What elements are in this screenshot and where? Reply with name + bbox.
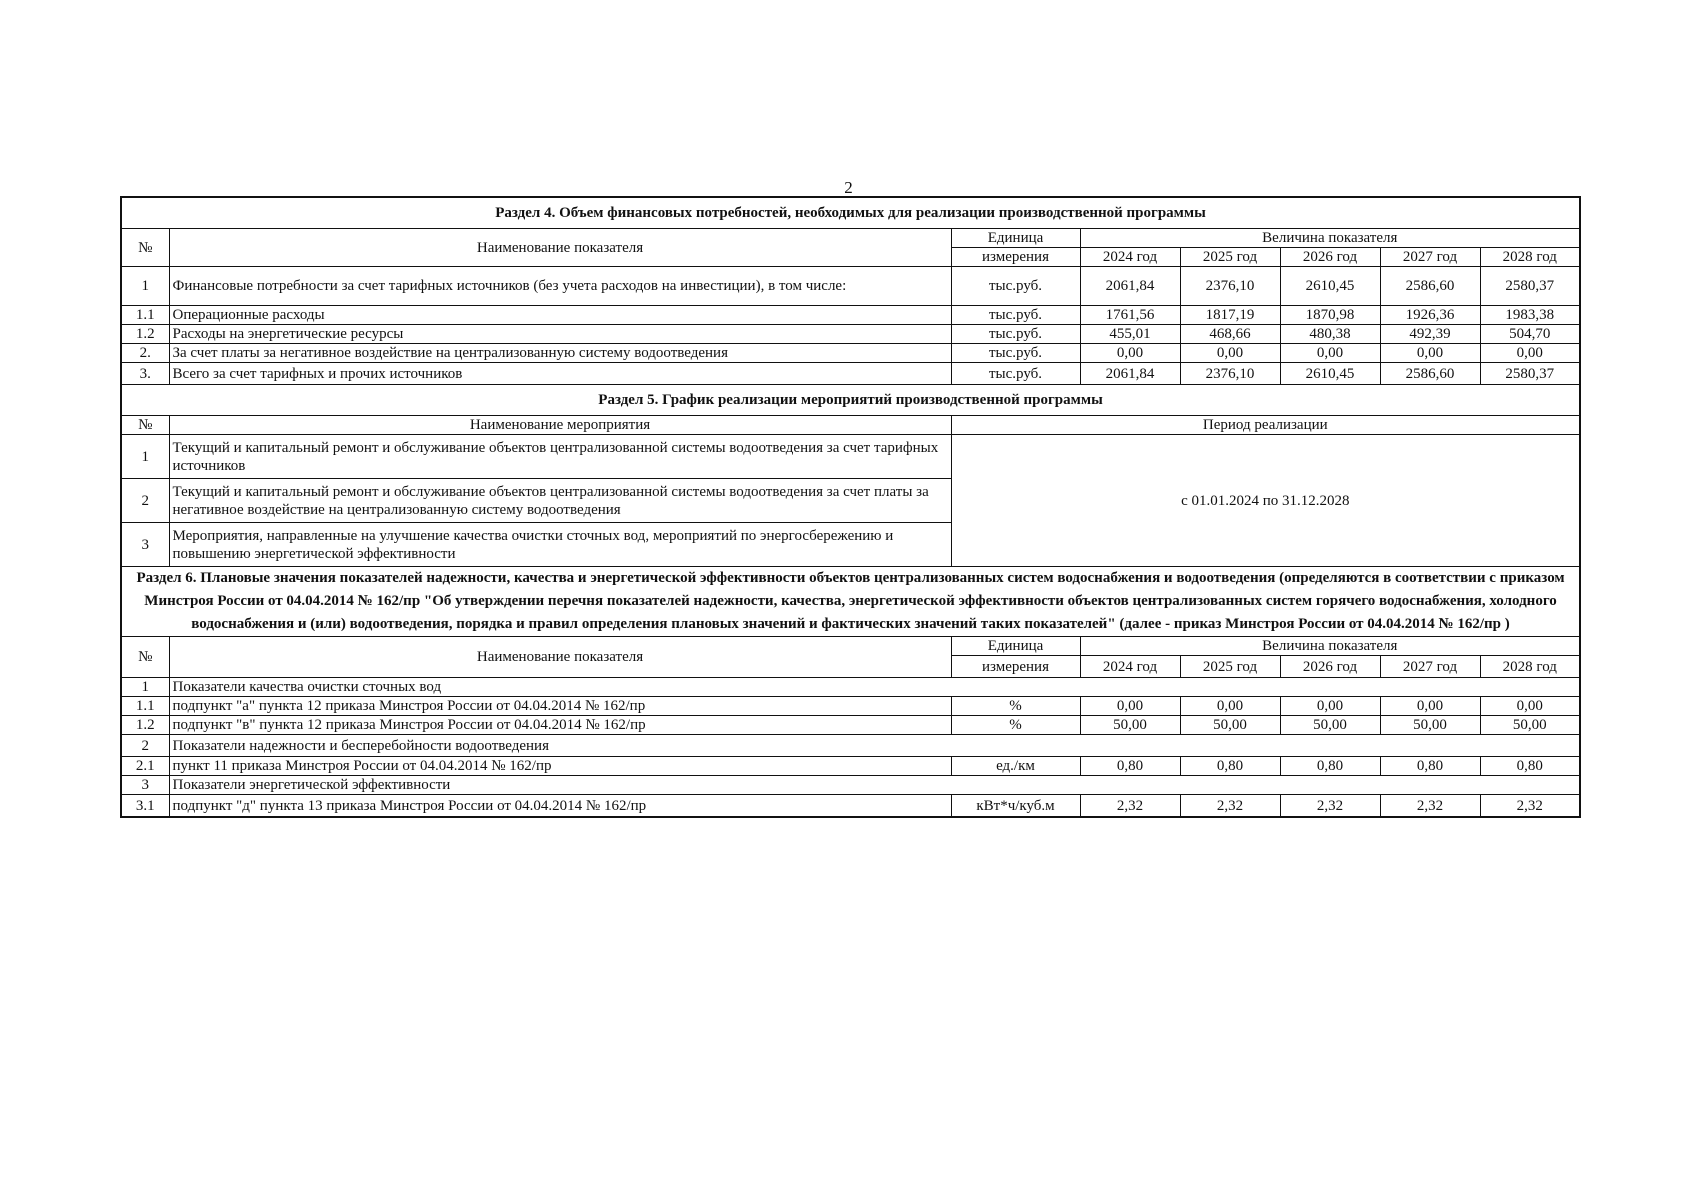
row-num: 1 [121, 435, 169, 479]
row-value: 504,70 [1480, 325, 1580, 344]
row-value: 2061,84 [1080, 267, 1180, 306]
row-value: 2610,45 [1280, 363, 1380, 385]
row-value: 0,00 [1380, 697, 1480, 716]
row-num: 2.1 [121, 757, 169, 776]
header-year: 2027 год [1380, 656, 1480, 678]
table-row [121, 716, 1580, 735]
table-row [121, 697, 1580, 716]
header-num: № [121, 416, 169, 435]
row-unit: % [951, 716, 1080, 735]
row-num: 1 [121, 267, 169, 306]
header-year: 2028 год [1480, 656, 1580, 678]
group-name: Показатели качества очистки сточных вод [169, 678, 1580, 697]
header-year: 2026 год [1280, 248, 1380, 267]
section5-title: Раздел 5. График реализации мероприятий производственной программы [121, 385, 1580, 416]
row-name: пункт 11 приказа Минстроя России от 04.04.2014 № 162/пр [169, 757, 951, 776]
row-value: 2,32 [1280, 795, 1380, 818]
row-name: Финансовые потребности за счет тарифных источников (без учета расходов на инвестиции), в том числе: [169, 267, 951, 306]
row-value: 0,80 [1080, 757, 1180, 776]
row-value: 492,39 [1380, 325, 1480, 344]
group-row [121, 776, 1580, 795]
row-num: 3. [121, 363, 169, 385]
row-value: 0,80 [1280, 757, 1380, 776]
row-value: 2376,10 [1180, 267, 1280, 306]
row-value: 1761,56 [1080, 306, 1180, 325]
row-value: 468,66 [1180, 325, 1280, 344]
table-row [121, 325, 1580, 344]
row-unit: тыс.руб. [951, 306, 1080, 325]
row-value: 2586,60 [1380, 267, 1480, 306]
table-row [121, 267, 1580, 306]
row-value: 2580,37 [1480, 267, 1580, 306]
row-value: 455,01 [1080, 325, 1180, 344]
table-row [121, 344, 1580, 363]
row-value: 0,00 [1280, 344, 1380, 363]
group-name: Показатели надежности и бесперебойности водоотведения [169, 735, 1580, 757]
table-row [121, 363, 1580, 385]
row-unit: тыс.руб. [951, 267, 1080, 306]
row-value: 2,32 [1180, 795, 1280, 818]
row-value: 1983,38 [1480, 306, 1580, 325]
row-value: 0,00 [1480, 344, 1580, 363]
table-row [121, 435, 1580, 479]
header-num: № [121, 637, 169, 678]
row-value: 1870,98 [1280, 306, 1380, 325]
row-value: 50,00 [1180, 716, 1280, 735]
header-value: Величина показателя [1080, 637, 1580, 656]
header-unit-line1: Единица [951, 637, 1080, 656]
header-year: 2026 год [1280, 656, 1380, 678]
row-num: 2 [121, 735, 169, 757]
table-row [121, 795, 1580, 818]
row-num: 2 [121, 479, 169, 523]
row-value: 1817,19 [1180, 306, 1280, 325]
row-unit: ед./км [951, 757, 1080, 776]
row-value: 50,00 [1280, 716, 1380, 735]
group-name: Показатели энергетической эффективности [169, 776, 1580, 795]
row-name: подпункт "в" пункта 12 приказа Минстроя России от 04.04.2014 № 162/пр [169, 716, 951, 735]
row-name: Расходы на энергетические ресурсы [169, 325, 951, 344]
row-value: 0,00 [1080, 344, 1180, 363]
header-year: 2024 год [1080, 248, 1180, 267]
header-unit-line2: измерения [951, 656, 1080, 678]
row-value: 1926,36 [1380, 306, 1480, 325]
header-year: 2028 год [1480, 248, 1580, 267]
row-value: 0,80 [1180, 757, 1280, 776]
header-name: Наименование показателя [169, 637, 951, 678]
row-value: 0,00 [1180, 344, 1280, 363]
row-value: 0,00 [1080, 697, 1180, 716]
row-num: 3.1 [121, 795, 169, 818]
row-unit: тыс.руб. [951, 325, 1080, 344]
row-num: 1.1 [121, 306, 169, 325]
row-value: 2,32 [1380, 795, 1480, 818]
row-value: 50,00 [1380, 716, 1480, 735]
row-value: 2,32 [1480, 795, 1580, 818]
row-num: 1.2 [121, 325, 169, 344]
group-row [121, 735, 1580, 757]
row-num: 3 [121, 523, 169, 567]
row-value: 2580,37 [1480, 363, 1580, 385]
group-row [121, 678, 1580, 697]
header-unit-line1: Единица [951, 229, 1080, 248]
row-value: 480,38 [1280, 325, 1380, 344]
period-value: с 01.01.2024 по 31.12.2028 [951, 435, 1580, 567]
header-num: № [121, 229, 169, 267]
row-name: подпункт "д" пункта 13 приказа Минстроя России от 04.04.2014 № 162/пр [169, 795, 951, 818]
header-period: Период реализации [951, 416, 1580, 435]
row-value: 2586,60 [1380, 363, 1480, 385]
row-name: Мероприятия, направленные на улучшение качества очистки сточных вод, мероприятий по энергосбережению и повышению энергетической эффективности [169, 523, 951, 567]
row-name: Текущий и капитальный ремонт и обслуживание объектов централизованной системы водоотведения за счет тарифных источников [169, 435, 951, 479]
header-year: 2024 год [1080, 656, 1180, 678]
section4-title: Раздел 4. Объем финансовых потребностей, необходимых для реализации производственной программы [121, 197, 1580, 229]
row-num: 1 [121, 678, 169, 697]
row-value: 50,00 [1080, 716, 1180, 735]
row-name: Операционные расходы [169, 306, 951, 325]
page-number: 2 [844, 178, 853, 197]
row-value: 0,00 [1280, 697, 1380, 716]
header-year: 2025 год [1180, 656, 1280, 678]
row-unit: тыс.руб. [951, 363, 1080, 385]
section6-title: Раздел 6. Плановые значения показателей надежности, качества и энергетической эффективности объектов централизованных систем водоснабжения и водоотведения (определяются в соответствии с приказом Минстроя России от 04.04.2014 № 162/пр "Об утверждении перечня показателей надежности, качества, энергетической эффективности объектов централизованных систем горячего водоснабжения, холодного водоснабжения и (или) водоотведения, порядка и правил определения плановых значений и фактических значений таких показателей" (далее - приказ Минстроя России от 04.04.2014 № 162/пр ) [121, 567, 1580, 637]
header-name: Наименование показателя [169, 229, 951, 267]
header-unit-line2: измерения [951, 248, 1080, 267]
row-num: 1.2 [121, 716, 169, 735]
row-value: 2610,45 [1280, 267, 1380, 306]
row-value: 0,80 [1380, 757, 1480, 776]
row-num: 1.1 [121, 697, 169, 716]
row-value: 50,00 [1480, 716, 1580, 735]
row-unit: кВт*ч/куб.м [951, 795, 1080, 818]
row-name: подпункт "а" пункта 12 приказа Минстроя России от 04.04.2014 № 162/пр [169, 697, 951, 716]
table-row [121, 306, 1580, 325]
row-value: 2376,10 [1180, 363, 1280, 385]
row-value: 2061,84 [1080, 363, 1180, 385]
row-unit: % [951, 697, 1080, 716]
header-year: 2027 год [1380, 248, 1480, 267]
row-name: Текущий и капитальный ремонт и обслуживание объектов централизованной системы водоотведения за счет платы за негативное воздействие на централизованную систему водоотведения [169, 479, 951, 523]
header-value: Величина показателя [1080, 229, 1580, 248]
row-unit: тыс.руб. [951, 344, 1080, 363]
row-value: 0,00 [1380, 344, 1480, 363]
row-name: Всего за счет тарифных и прочих источников [169, 363, 951, 385]
row-num: 3 [121, 776, 169, 795]
row-name: За счет платы за негативное воздействие на централизованную систему водоотведения [169, 344, 951, 363]
header-event-name: Наименование мероприятия [169, 416, 951, 435]
row-num: 2. [121, 344, 169, 363]
header-year: 2025 год [1180, 248, 1280, 267]
row-value: 0,80 [1480, 757, 1580, 776]
table-row [121, 757, 1580, 776]
document-table [120, 196, 1581, 818]
row-value: 0,00 [1480, 697, 1580, 716]
row-value: 2,32 [1080, 795, 1180, 818]
row-value: 0,00 [1180, 697, 1280, 716]
